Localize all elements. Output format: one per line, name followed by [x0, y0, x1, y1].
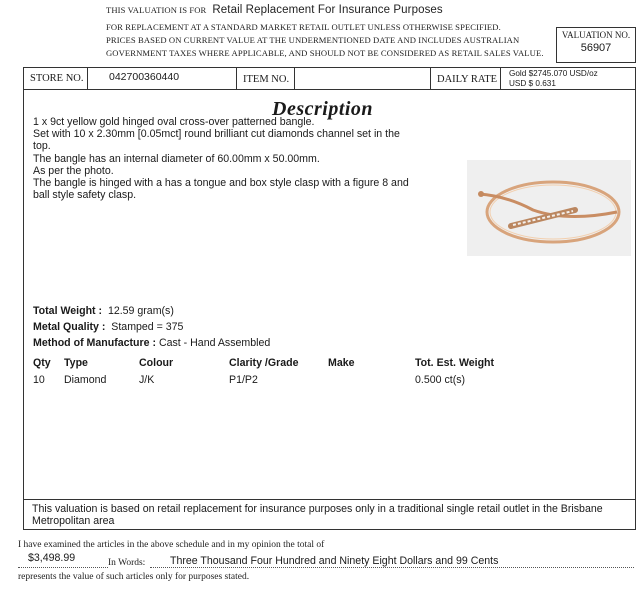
bangle-illustration — [467, 160, 631, 256]
table-cell-type: Diamond — [64, 374, 107, 386]
description-text — [33, 116, 463, 201]
manufacture-method-value: Cast - Hand Assembled — [158, 337, 271, 349]
description-line: 1 x 9ct yellow gold hinged oval cross-over patterned bangle. — [33, 116, 315, 128]
item-label-cell — [237, 68, 295, 89]
header-line-2: FOR REPLACEMENT AT A STANDARD MARKET RETAIL OUTLET UNLESS OTHERWISE SPECIFIED. — [106, 22, 501, 32]
daily-rate-label-cell — [431, 68, 501, 89]
table-header-qty: Qty — [33, 357, 51, 369]
gold-rate: Gold $2745.070 USD/oz — [509, 69, 598, 78]
in-words-label: In Words: — [108, 558, 146, 568]
item-number — [295, 68, 430, 71]
store-label: STORE NO. — [30, 73, 84, 84]
store-item-row — [24, 68, 635, 90]
valuation-number-box — [556, 27, 636, 63]
header-line-1 — [106, 4, 443, 16]
item-label: ITEM NO. — [243, 74, 290, 85]
store-label-cell — [24, 68, 88, 89]
table-cell-qty: 10 — [33, 374, 45, 386]
daily-rate-label: DAILY RATE — [437, 74, 498, 85]
total-amount: $3,498.99 — [28, 552, 76, 564]
table-cell-clarity: P1/P2 — [229, 374, 258, 386]
amount-dotted-line — [18, 567, 108, 568]
total-weight-value: 12.59 gram(s) — [107, 305, 174, 317]
manufacture-method-label: Method of Manufacture : — [33, 337, 156, 349]
description-line: The bangle is hinged with a has a tongue and box style clasp with a figure 8 and — [33, 177, 409, 190]
total-weight-label: Total Weight : — [33, 305, 103, 317]
description-line: As per the photo. — [33, 164, 114, 177]
description-line: top. — [33, 140, 51, 153]
bangle-photo — [467, 160, 631, 256]
table-cell-colour: J/K — [139, 374, 155, 386]
in-words-dotted-line — [150, 567, 634, 568]
certification-line-3: represents the value of such articles only for purposes stated. — [18, 572, 250, 582]
header-line-4: GOVERNMENT TAXES WHERE APPLICABLE, AND SHOULD NOT BE CONSIDERED AS RETAIL SALES VALUE. — [106, 48, 544, 58]
table-header-colour: Colour — [139, 357, 174, 369]
usd-rate: USD $ 0.631 — [509, 78, 556, 88]
metal-quality-value: Stamped = 375 — [111, 321, 184, 333]
item-value-cell — [295, 68, 431, 89]
valuation-frame — [23, 67, 636, 530]
header-prefix: THIS VALUATION IS FOR — [106, 5, 207, 15]
metal-quality-label: Metal Quality : — [33, 321, 106, 333]
certification-line-1: I have examined the articles in the above schedule and in my opinion the total of — [18, 540, 325, 550]
valuation-number-label: VALUATION NO. — [561, 30, 631, 40]
table-cell-weight: 0.500 ct(s) — [415, 374, 466, 386]
item-properties — [33, 303, 270, 351]
table-header-clarity: Clarity /Grade — [229, 357, 299, 369]
valuation-number: 56907 — [580, 42, 612, 54]
description-line: Set with 10 x 2.30mm [0.05mct] round brilliant cut diamonds channel set in the — [33, 128, 400, 141]
table-header-weight: Tot. Est. Weight — [415, 357, 495, 369]
amount-in-words: Three Thousand Four Hundred and Ninety Eight Dollars and 99 Cents — [170, 555, 499, 567]
table-header-type: Type — [64, 357, 88, 369]
header-line-3: PRICES BASED ON CURRENT VALUE AT THE UNDERMENTIONED DATE AND INCLUDES AUSTRALIAN — [106, 35, 520, 45]
valuation-basis-note: This valuation is based on retail replacement for insurance purposes only in a traditional single retail outlet in the Brisbane Metropolitan area — [24, 499, 635, 530]
description-line: The bangle has an internal diameter of 60.00mm x 50.00mm. — [33, 152, 320, 165]
daily-rate-value-cell — [501, 68, 636, 89]
valuation-purpose: Retail Replacement For Insurance Purposes — [212, 4, 443, 16]
description-title: Description — [272, 98, 374, 120]
store-value-cell — [88, 68, 237, 89]
table-header-make: Make — [328, 357, 355, 369]
description-line: ball style safety clasp. — [33, 189, 137, 202]
store-number: 042700360440 — [109, 71, 180, 83]
